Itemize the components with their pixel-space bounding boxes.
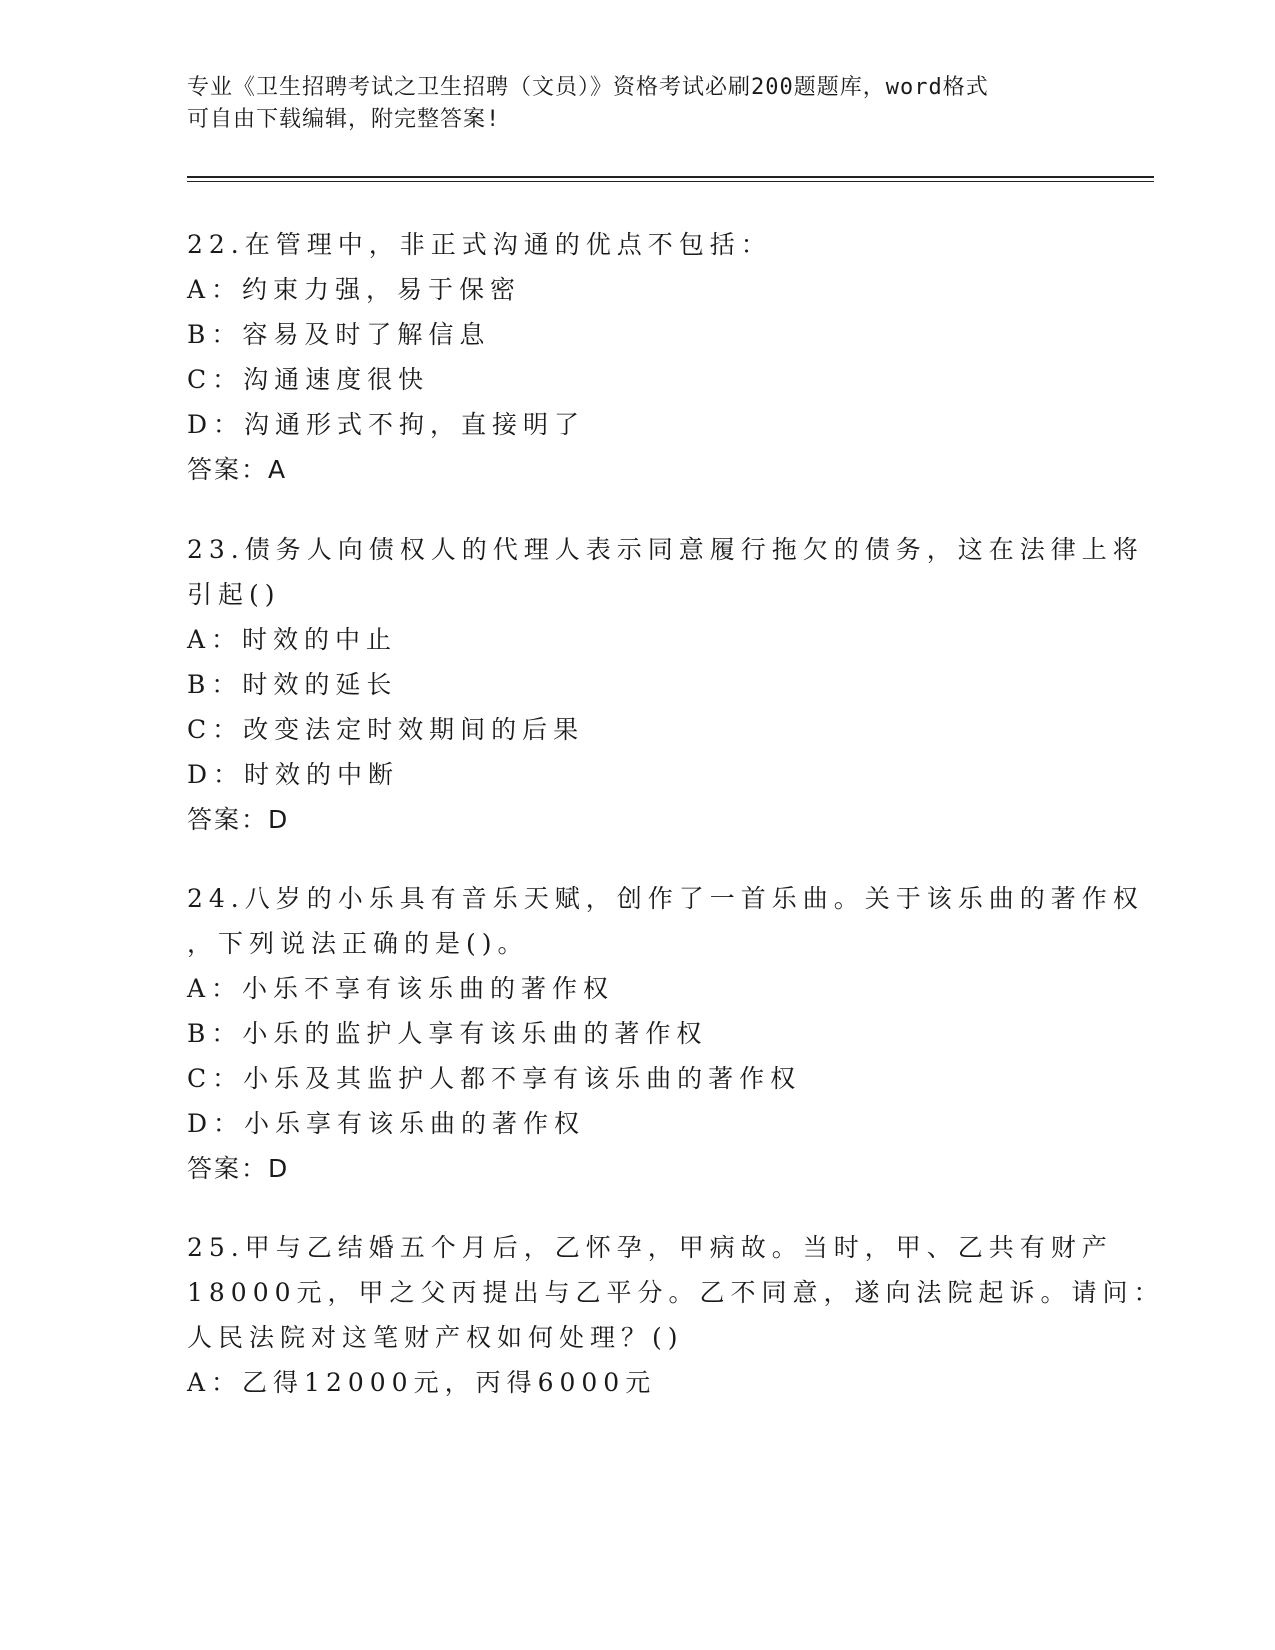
question-25 [187,1225,1165,1405]
option-a: A：时效的中止 [187,625,398,654]
option-a: A：乙得12000元，丙得6000元 [187,1368,657,1397]
option-d: D：小乐享有该乐曲的著作权 [187,1109,586,1138]
header-line-1: 专业《卫生招聘考试之卫生招聘（文员）》资格考试必刷200题题库，word格式 [187,75,989,100]
answer: 答案：D [187,805,290,834]
question-23 [187,527,1144,842]
question-stem: 22.在管理中，非正式沟通的优点不包括： [187,230,772,259]
option-b: B：容易及时了解信息 [187,320,491,349]
question-stem-cont: ，下列说法正确的是()。 [187,929,529,958]
header-divider-thin [187,181,1154,182]
option-c: C：改变法定时效期间的后果 [187,715,585,744]
option-d: D：沟通形式不拘，直接明了 [187,410,586,439]
question-stem: 24.八岁的小乐具有音乐天赋，创作了一首乐曲。关于该乐曲的著作权 [187,884,1144,913]
option-b: B：小乐的监护人享有该乐曲的著作权 [187,1019,708,1048]
option-b: B：时效的延长 [187,670,398,699]
answer: 答案：A [187,455,288,484]
document-header [187,72,1087,136]
question-stem: 23.债务人向债权人的代理人表示同意履行拖欠的债务，这在法律上将 [187,535,1144,564]
question-stem: 25.甲与乙结婚五个月后，乙怀孕，甲病故。当时，甲、乙共有财产 [187,1233,1113,1262]
option-c: C：沟通速度很快 [187,365,430,394]
header-divider-thick [187,176,1154,178]
header-line-2: 可自由下载编辑，附完整答案! [187,107,501,132]
question-stem-cont: 引起() [187,580,281,609]
question-stem-cont: 人民法院对这笔财产权如何处理？() [187,1323,684,1352]
option-a: A：小乐不享有该乐曲的著作权 [187,974,615,1003]
option-c: C：小乐及其监护人都不享有该乐曲的著作权 [187,1064,802,1093]
question-stem-cont: 18000元，甲之父丙提出与乙平分。乙不同意，遂向法院起诉。请问： [187,1278,1165,1307]
question-24 [187,876,1144,1191]
option-d: D：时效的中断 [187,760,400,789]
option-a: A：约束力强，易于保密 [187,275,522,304]
question-22 [187,222,1087,492]
answer: 答案：D [187,1154,290,1183]
